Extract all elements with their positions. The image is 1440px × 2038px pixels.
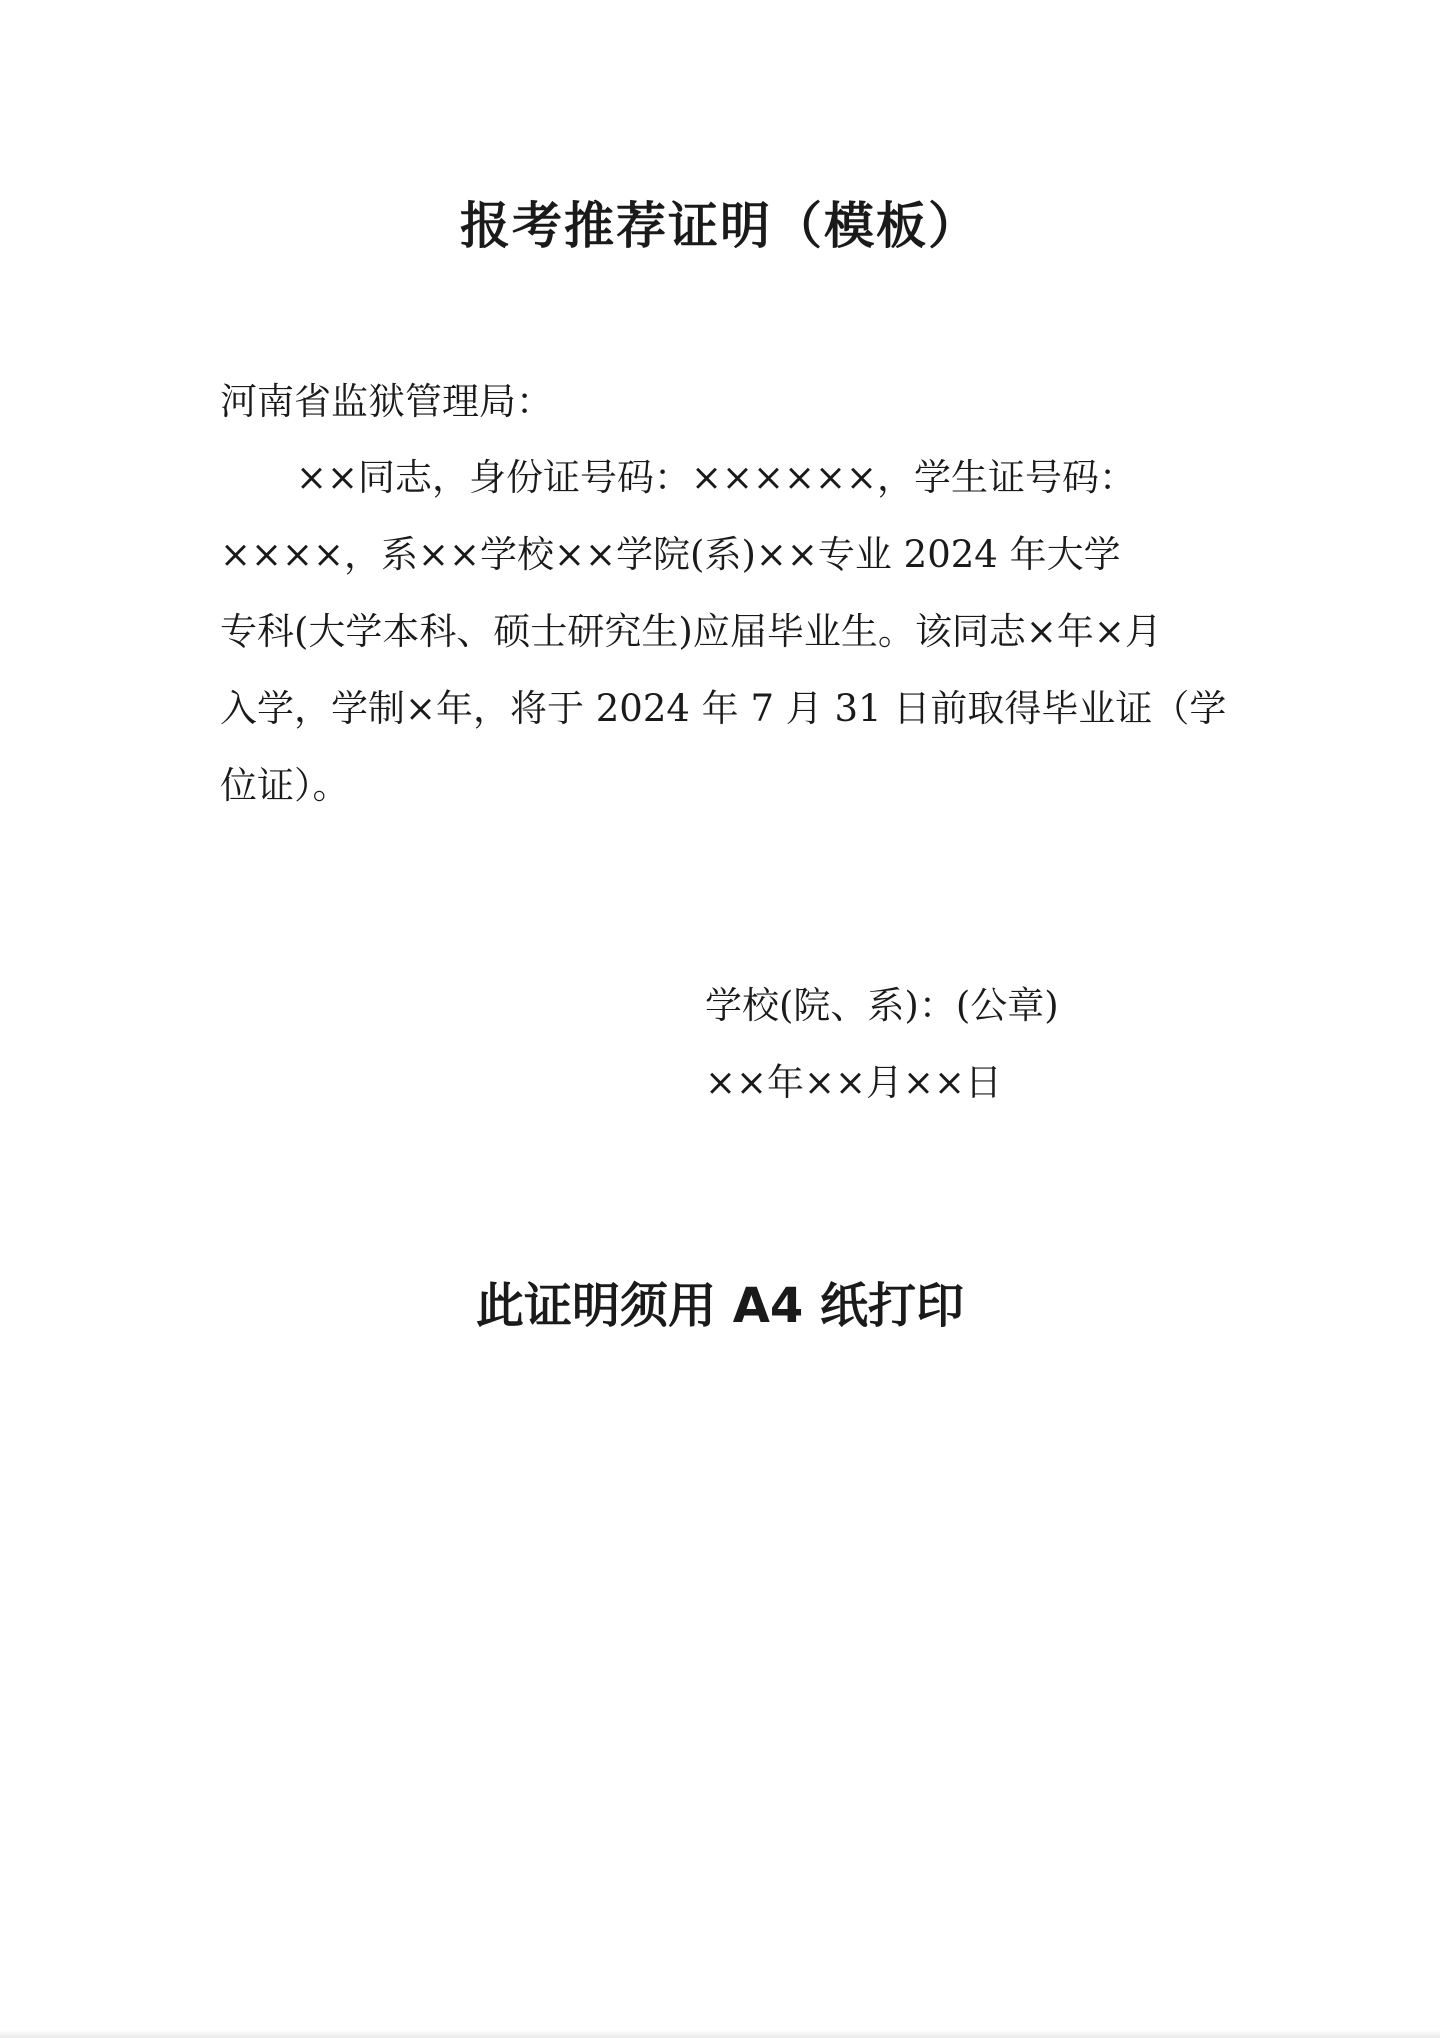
issuer-seal-line: 学校(院、系)：(公章): [705, 984, 1059, 1027]
page-bottom-edge: [0, 2030, 1440, 2038]
body-line: ××××，系××学校××学院(系)××专业 2024 年大学: [220, 533, 1121, 576]
print-instruction: 此证明须用 A4 纸打印: [476, 1278, 964, 1334]
body-line: ××同志，身份证号码：××××××，学生证号码：: [296, 456, 1137, 499]
body-line: 入学，学制×年，将于 2024 年 7 月 31 日前取得毕业证（学: [220, 687, 1227, 730]
issue-date: ××年××月××日: [705, 1061, 1003, 1104]
body-paragraph: [220, 448, 1227, 833]
signature-block: [705, 976, 1059, 1130]
document-title: 报考推荐证明（模板）: [460, 196, 980, 255]
body-line: 专科(大学本科、硕士研究生)应届毕业生。该同志×年×月: [220, 610, 1162, 653]
addressee: 河南省监狱管理局：: [220, 380, 553, 423]
body-line: 位证）。: [220, 764, 350, 807]
